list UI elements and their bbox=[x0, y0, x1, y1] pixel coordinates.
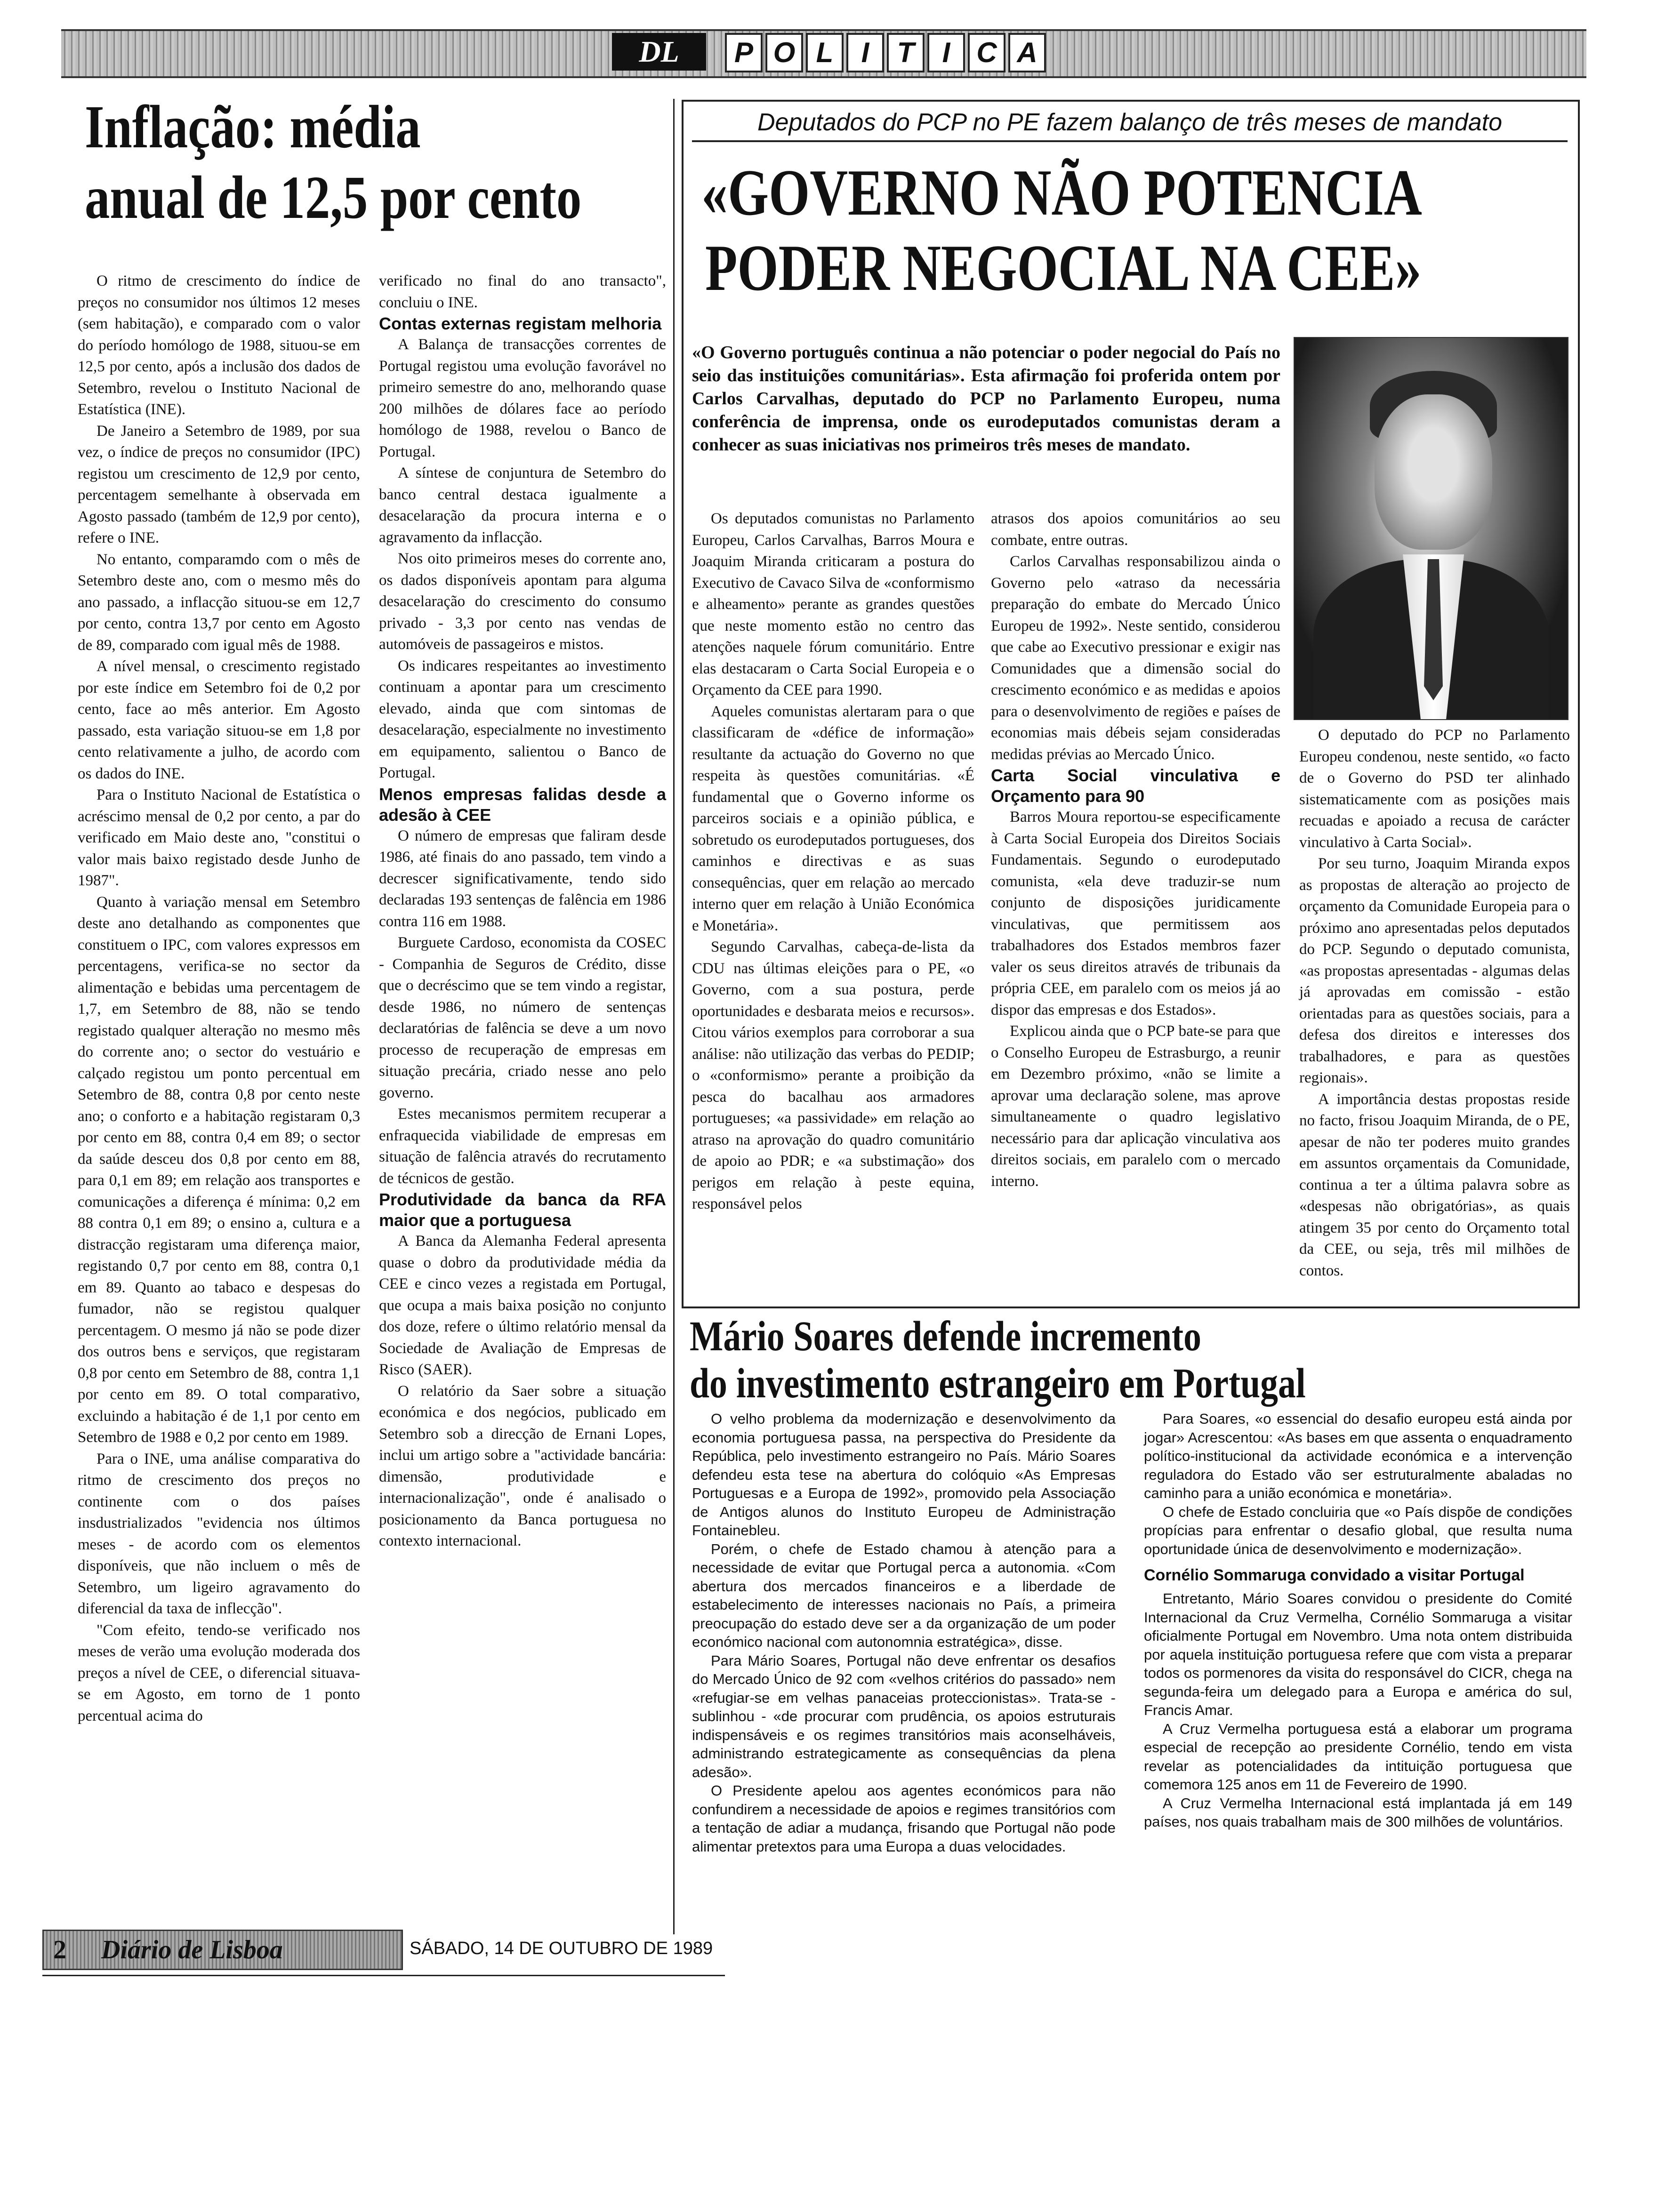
article-paragraph: Estes mecanismos permitem recuperar a enfraquecida viabilidade de empresas em situação de falência através do recrutamento de técnicos de gestão. bbox=[379, 1106, 666, 1187]
article-paragraph: Porém, o chefe de Estado chamou à atenção para a necessidade de evitar que Portugal perca a autonomia. «Com abertura dos mercados financeiros e a liberdade de estabelecimento de interesses nacionais no País, a primeira preocupação do estado deve ser a da organização de um poder económico nacional com autonomnia estratégica», disse. bbox=[692, 1540, 1116, 1650]
pcp-kicker: Deputados do PCP no PE fazem balanço de três meses de mandato bbox=[692, 107, 1568, 142]
section-letter: I bbox=[927, 33, 965, 72]
soares-headline-line1: Mário Soares defende incremento bbox=[690, 1313, 1201, 1360]
article-paragraph: Os indicares respeitantes ao investimento continuam a apontar para um crescimento elevado, ainda que com sintomas de desacelaração, especialmente no investimento em equipamento, salientou o Banco de Portugal. bbox=[379, 657, 666, 781]
page-number: 2 bbox=[53, 1935, 66, 1964]
article-paragraph: O chefe de Estado concluiria que «o País dispõe de condições propícias para enfrentar o desafio global, que resulta numa oportunidade única de desenvolvimento e modernização». bbox=[1144, 1503, 1572, 1557]
article-paragraph: O velho problema da modernização e desenvolvimento da economia portuguesa passa, na perspectiva do Presidente da República, pelo investimento estrangeiro no País. Mário Soares defendeu esta tese na abertura do colóquio «As Empresas Portuguesas e a Europa de 1992», promovido pela Associação de Antigos alunos do Instituto Europeu de Administração Fontainebleu. bbox=[692, 1411, 1116, 1539]
paper-logo: DL bbox=[612, 33, 706, 71]
pcp-headline bbox=[701, 155, 1422, 306]
section-title bbox=[725, 33, 1049, 72]
subheading-social-charter: Carta Social vinculativa e Orçamento para 90 bbox=[991, 766, 1280, 806]
deputy-portrait-photo bbox=[1294, 337, 1569, 720]
section-letter: P bbox=[725, 33, 763, 72]
inflation-headline bbox=[85, 92, 581, 233]
pcp-column-3 bbox=[1299, 725, 1570, 1282]
article-paragraph: Os deputados comunistas no Parlamento Europeu, Carlos Carvalhas, Barros Moura e Joaquim Miranda criticaram a postura do Executivo de Cavaco Silva de «conformismo e alheamento» perante as grandes questões que neste momento estão no centro das atenções naquele fórum comunitário. Entre elas destacaram o Carta Social Europeia e o Orçamento da CEE para 1990. bbox=[692, 510, 974, 698]
footer-date: SÁBADO, 14 DE OUTUBRO DE 1989 bbox=[410, 1939, 713, 1958]
article-paragraph: No entanto, comparamdo com o mês de Setembro deste ano, com o mesmo mês do ano passado, a inflacção situou-se em 12,7 por cento, contra 13,7 por cento em Agosto de 89, comparado com igual mês de 1988. bbox=[78, 551, 360, 654]
paper-name: Diário de Lisboa bbox=[101, 1935, 283, 1964]
article-paragraph: Para o INE, uma análise comparativa do ritmo de crescimento dos preços no continente com o dos países insdustrializados "evidencia nos últimos meses - de acordo com os elementos disponíveis, que não incluem o mês de Setembro, um ligeiro agravamento do diferencial da taxa de inflecção". bbox=[78, 1450, 360, 1617]
article-paragraph: A Cruz Vermelha Internacional está implantada já em 149 países, nos quais trabalham mais de 300 milhões de voluntários. bbox=[1144, 1795, 1572, 1830]
article-paragraph: Barros Moura reportou-se especificamente à Carta Social Europeia dos Direitos Sociais Fundamentais. Segundo o eurodeputado comunista, «ela deve traduzir-se num conjunto de disposições juridicamente vinculativas, que permitissem aos trabalhadores dos Estados membros fazer valer os seus direitos através de tribunais da própria CEE, em paralelo com os meios já ao dispor das empresas e dos Estados». bbox=[991, 809, 1280, 1018]
article-paragraph: Carlos Carvalhas responsabilizou ainda o Governo pelo «atraso da necessária preparação do embate do Mercado Único Europeu de 1992». Neste sentido, considerou que cabe ao Executivo pressionar e exigir nas Comunidades que a dimensão social do crescimento económico e as medidas e apoios para o desenvolvimento de regiões e países de economias mais débeis sejam consideradas medidas prévias ao Mercado Único. bbox=[991, 553, 1280, 763]
pcp-headline-line1: «GOVERNO NÃO POTENCIA bbox=[701, 156, 1422, 229]
pcp-column-1 bbox=[692, 508, 974, 1215]
article-paragraph: O número de empresas que faliram desde 1986, até finais do ano passado, tem vindo a decrescer significativamente, tendo sido declaradas 193 sentenças de falência em 1986 contra 116 em 1988. bbox=[379, 827, 666, 930]
article-paragraph: A síntese de conjuntura de Setembro do banco central destaca igualmente a desacelaração da procura interna e o agravamento da inflacção. bbox=[379, 465, 666, 546]
article-paragraph: O deputado do PCP no Parlamento Europeu condenou, neste sentido, «o facto de o Governo do PSD ter alinhado sistematicamente com as posições mais recuadas e apoiado a recusa de carácter vinculativo à Carta Social». bbox=[1299, 727, 1570, 851]
inflation-headline-line1: Inflação: média bbox=[85, 93, 421, 161]
subheading-external-accounts: Contas externas registam melhoria bbox=[379, 314, 662, 333]
article-paragraph: Aqueles comunistas alertaram para o que classificaram de «défice de informação» resultante da actuação do Governo no que respeita às questões comunitárias. «É fundamental que o Governo informe os parceiros sociais e a opinião pública, e sobretudo os eurodeputados portugueses, dos caminhos e directivas e as suas consequências, quer em relação ao mercado interno quer em relação à União Económica e Monetária». bbox=[692, 703, 974, 934]
article-paragraph: Para Soares, «o essencial do desafio europeu está ainda por jogar» Acrescentou: «As bases em que assenta o enquadramento político-institucional da actividade económica e a intervenção reguladora do Estado vão ser estruturalmente abaladas no caminho para a união económica e monetária». bbox=[1144, 1411, 1572, 1501]
pcp-headline-line2: PODER NEGOCIAL NA CEE» bbox=[705, 232, 1422, 305]
article-paragraph: "Com efeito, tendo-se verificado nos meses de verão uma evolução moderada dos preços a nível de CEE, o diferencial situava-se em Agosto, em torno de 1 ponto percentual acima do bbox=[78, 1621, 360, 1724]
section-letter: T bbox=[887, 33, 925, 72]
photo-face bbox=[1375, 394, 1492, 550]
article-paragraph: Segundo Carvalhas, cabeça-de-lista da CDU nas últimas eleições para o PE, «o Governo, com a sua postura, perde oportunidades e desbarata meios e recursos». Citou vários exemplos para corroborar a sua análise: não utilização das verbas do PEDIP; o «conformismo» perante a proibição da pesca do bacalhau aos armadores portugueses; «a passividade» em relação ao atraso na aprovação do quadro comunitário de apoio ao PDR; e «a substimação» dos perigos em relação à peste equina, responsável pelos bbox=[692, 938, 974, 1212]
column-divider bbox=[673, 99, 675, 1934]
section-letter: A bbox=[1008, 33, 1046, 72]
article-paragraph: Burguete Cardoso, economista da COSEC - Companhia de Seguros de Crédito, disse que o decréscimo que se tem vindo a registar, desde 1986, no número de sentenças declaratórias de falência se deve a um novo processo de recuperação de empresas em situação precária, criado nesse ano pelo governo. bbox=[379, 934, 666, 1101]
article-paragraph: O relatório da Saer sobre a situação económica e dos negócios, publicado em Setembro sob a direcção de Ernani Lopes, inclui um artigo sobre a "actividade bancária: dimensão, produtividade e internacionalização", onde é analisado o posicionamento da Banca portuguesa no contexto internacional. bbox=[379, 1382, 666, 1549]
article-paragraph: Quanto à variação mensal em Setembro deste ano detalhando as componentes que constituem o IPC, com valores expressos em percentagens, verifica-se no sector da alimentação e bebidas uma percentagem de 1,7, em Setembro de 88, não se tendo registado qualquer alteração no mesmo mês do corrente ano; o sector do vestuário e calçado registou um ponto percentual em Setembro de 88, contra 0,8 por cento neste ano; o conforto e a habitação registaram 0,3 por cento em 88, contra 0,4 em 89; o sector da saúde desceu dos 0,8 por cento em 88, para 0,1 em 89; em relação aos transportes e comunicações a diferença é mínima: 0,2 em 88 contra 0,1 em 89; o ensino a, cultura e a distracção registaram uma diferença maior, registando 0,7 por cento em 88, contra 0,1 em 89. Quanto ao tabaco e despesas do fumador, não se registou qualquer percentagem. O mesmo já não se pode dizer dos outros bens e serviços, que registaram 0,8 por cento em Setembro de 88, contra 1,1 por cento em 89. O total comparativo, excluindo a habitação é de 1,1 por cento em Setembro de 1988 e 0,2 por cento em 1989. bbox=[78, 893, 360, 1446]
soares-headline-line2: do investimento estrangeiro em Portugal bbox=[690, 1360, 1306, 1407]
section-letter: C bbox=[968, 33, 1005, 72]
article-paragraph: Nos oito primeiros meses do corrente ano, os dados disponíveis apontam para alguma desacelaração do crescimento do consumo privado - 3,3 por cento nas vendas de automóveis de passageiros e mistos. bbox=[379, 550, 666, 653]
inflation-column-2 bbox=[379, 271, 666, 1552]
subheading-bankruptcies: Menos empresas falidas desde a adesão à CEE bbox=[379, 784, 666, 825]
article-paragraph: Entretanto, Mário Soares convidou o presidente do Comité Internacional da Cruz Vermelha, Cornélio Sommaruga a visitar oficialmente Portugal em Novembro. Uma nota ontem distribuida por aquela instituição portuguesa refere que com vista a preparar todos os pormenores da visita do responsável do CICR, chega na segunda-feira um delegado para a Europa e américa do sul, Francis Amar. bbox=[1144, 1590, 1572, 1718]
article-paragraph: A nível mensal, o crescimento registado por este índice em Setembro foi de 0,2 por cento, face ao mês anterior. Em Agosto passado, esta variação situou-se em 1,8 por cento relativamente a julho, de acordo com os dados do INE. bbox=[78, 658, 360, 782]
section-letter: O bbox=[765, 33, 803, 72]
article-paragraph: verificado no final do ano transacto", concluiu o INE. bbox=[379, 272, 666, 311]
soares-column-2 bbox=[1144, 1410, 1572, 1831]
article-paragraph: De Janeiro a Setembro de 1989, por sua vez, o índice de preços no consumidor (IPC) registou um crescimento de 12,9 por cento, percentagem semelhante à observada em Agosto passado (também de 12,9 por cento), refere o INE. bbox=[78, 422, 360, 546]
article-paragraph: A importância destas propostas reside no facto, frisou Joaquim Miranda, de o PE, apesar de não ter poderes muito grandes em assuntos orçamentais da Comunidade, continua a ter a última palavra sobre as «despesas não obrigatórias», as quais atingem 35 por cento do Orçamento total da CEE, ou seja, três mil milhões de contos. bbox=[1299, 1090, 1570, 1279]
article-paragraph: A Cruz Vermelha portuguesa está a elaborar um programa especial de recepção ao presidente Cornélio, tendo em vista revelar as potencialidades da intituição portuguesa que comemora 125 anos em 11 de Fevereiro de 1990. bbox=[1144, 1720, 1572, 1793]
article-paragraph: O ritmo de crescimento do índice de preços no consumidor nos últimos 12 meses (sem habitação), e comparado com o valor do período homólogo de 1988, situou-se em 12,5 por cento, após a inclusão dos dados de Setembro, revelou o Instituto Nacional de Estatística (INE). bbox=[78, 272, 360, 418]
subheading-sommaruga: Cornélio Sommaruga convidado a visitar Portugal bbox=[1144, 1566, 1525, 1584]
section-letter: I bbox=[846, 33, 884, 72]
article-paragraph: O Presidente apelou aos agentes económicos para não confundirem a necessidade de apoios e regimes transitórios com a tentação de adiar a mudança, frisando que Portugal não pode alimentar pretextos para uma Europa a duas velocidades. bbox=[692, 1782, 1116, 1855]
section-letter: L bbox=[806, 33, 844, 72]
article-paragraph: Por seu turno, Joaquim Miranda expos as propostas de alteração ao projecto de orçamento da Comunidade Europeia para o próximo ano apresentadas pelos deputados do PCP. Segundo o deputado comunista, «as propostas apresentadas - algumas delas já aprovadas em comissão - estão orientadas para as questões sociais, para a defesa dos direitos e interesses dos trabalhadores, e para as questões regionais». bbox=[1299, 855, 1570, 1086]
article-paragraph: Para o Instituto Nacional de Estatística o acréscimo mensal de 0,2 por cento, a par do verificado em Maio deste ano, "constitui o valor mais baixo registado desde Junho de 1987". bbox=[78, 786, 360, 889]
article-paragraph: atrasos dos apoios comunitários ao seu combate, entre outras. bbox=[991, 510, 1280, 549]
pcp-column-2 bbox=[991, 508, 1280, 1192]
pcp-lead: «O Governo português continua a não potenciar o poder negocial do País no seio das instituições comunitárias». Esta afirmação foi proferida ontem por Carlos Carvalhas, deputado do PCP no Parlamento Europeu, numa conferência de imprensa, onde os eurodeputados comunistas deram a conhecer as suas iniciativas nos primeiros três meses de mandato. bbox=[692, 343, 1280, 455]
article-paragraph: Explicou ainda que o PCP bate-se para que o Conselho Europeu de Estrasburgo, a reunir em Dezembro próximo, «não se limite a aprovar uma declaração solene, mas aprove simultaneamente o quadro legislativo necessário para dar aplicação vinculativa aos direitos sociais, em paralelo com o mercado interno. bbox=[991, 1023, 1280, 1190]
article-paragraph: Para Mário Soares, Portugal não deve enfrentar os desafios do Mercado Único de 92 com «velhos critérios do passado» nem «refugiar-se em velhas panaceias proteccionistas». Trata-se - sublinhou - «de procurar com prudência, os apoios estruturais indispensáveis e os regimes transitórios mais aconselháveis, administrando estrategicamente as consequências da plena adesão». bbox=[692, 1652, 1116, 1780]
inflation-headline-line2: anual de 12,5 por cento bbox=[85, 164, 582, 232]
article-paragraph: A Balança de transacções correntes de Portugal registou uma evolução favorável no primeiro semestre do ano, melhorando quase 200 milhões de dólares face ao período homólogo de 1988, revelou o Banco de Portugal. bbox=[379, 336, 666, 460]
soares-column-1 bbox=[692, 1410, 1116, 1856]
footer-rule bbox=[42, 1975, 725, 1976]
footer-paper-name bbox=[42, 1930, 403, 1970]
inflation-column-1 bbox=[78, 271, 360, 1727]
article-paragraph: A Banca da Alemanha Federal apresenta quase o dobro da produtividade média da CEE e cinco vezes a registada em Portugal, que ocupa a mais baixa posição no conjunto dos doze, refere o último relatório mensal da Sociedade de Avaliação de Empresas de Risco (SAER). bbox=[379, 1233, 666, 1378]
subheading-bank-productivity: Produtividade da banca da RFA maior que a portuguesa bbox=[379, 1190, 666, 1230]
soares-headline bbox=[690, 1313, 1306, 1407]
